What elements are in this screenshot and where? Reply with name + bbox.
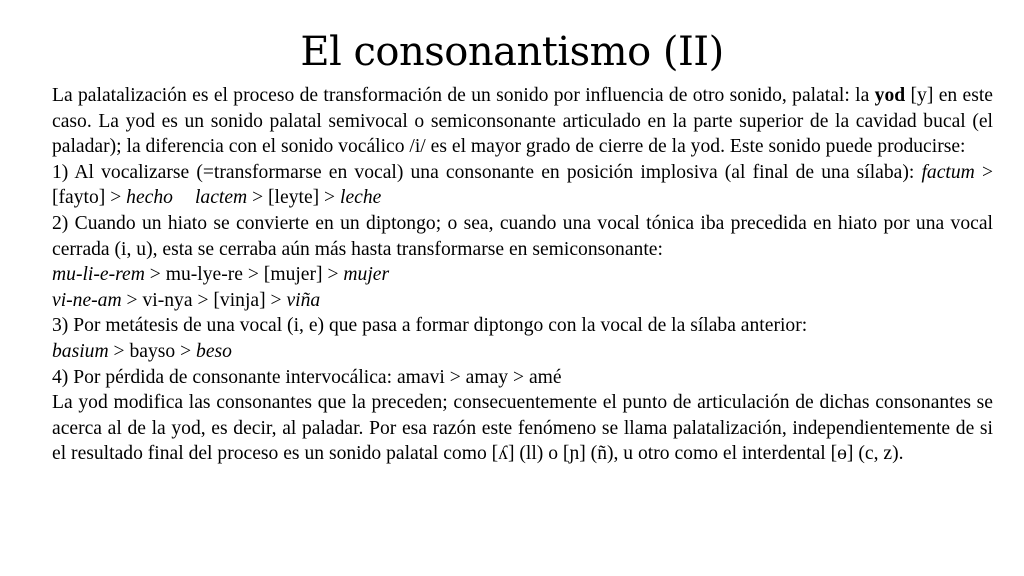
point-1-ex1-mid: > [fayto] > [52, 161, 993, 209]
intro-paragraph [52, 83, 993, 160]
point-3-ex-result: beso [196, 340, 232, 362]
point-1-ex2-result: leche [340, 187, 382, 209]
point-1-ex1-latin: factum [921, 161, 975, 183]
point-3-ex-latin: basium [52, 340, 109, 362]
intro-text-1: La palatalización es el proceso de transformación de un sonido por influencia de otro sonido, palatal: la [52, 85, 875, 106]
point-1-ex2-mid: > [leyte] > [247, 187, 341, 209]
point-1-text: 1) Al vocalizarse (=transformarse en vocal) una consonante en posición implosiva (al final de una sílaba): [52, 161, 922, 183]
point-2-ex1-latin: mu-li-e-rem [52, 264, 145, 286]
point-4 [52, 365, 993, 391]
point-3-text: 3) Por metátesis de una vocal (i, e) que pasa a formar diptongo con la vocal de la sílaba anterior: [52, 315, 808, 337]
conclusion-paragraph [52, 390, 993, 467]
point-3 [52, 313, 993, 339]
intro-text-2: [y] en este caso. La yod es un sonido palatal semivocal o semiconsonante articulado en la parte superior de la cavidad bucal (el paladar); la diferencia con el sonido vocálico /i/ es el mayor grado de cierre de la yod. Este sonido puede producirse: [52, 85, 993, 158]
point-2-ex1-result: mujer [343, 264, 390, 286]
point-1-ex2-latin: lactem [194, 187, 248, 209]
point-2-example-2 [52, 288, 993, 314]
point-2-ex2-mid: > vi-nya > [vinja] > [121, 289, 287, 311]
slide-body [52, 83, 993, 467]
point-1-ex1-result: hecho [126, 187, 173, 209]
point-2-ex1-mid: > mu-lye-re > [mujer] > [144, 264, 344, 286]
point-1 [52, 160, 993, 211]
point-2-ex2-latin: vi-ne-am [52, 289, 122, 311]
point-2-example-1 [52, 262, 993, 288]
point-3-ex-mid: > bayso > [108, 340, 197, 362]
point-2-ex2-result: viña [286, 289, 321, 311]
intro-bold-yod: yod [874, 85, 906, 106]
conclusion-text: La yod modifica las consonantes que la preceden; consecuentemente el punto de articulación de dichas consonantes se acerca al de la yod, es decir, al paladar. Por esa razón este fenómeno se llama palatalización, independientemente de si el resultado final del proceso es un sonido palatal como [ʎ] (ll) o [ɲ] (ñ), u otro como el interdental [ɵ] (c, z). [52, 392, 993, 465]
point-2 [52, 211, 993, 262]
slide-title: El consonantismo (II) [300, 29, 724, 75]
point-4-text: 4) Por pérdida de consonante intervocálica: amavi > amay > amé [52, 366, 562, 388]
point-3-example [52, 339, 993, 365]
point-2-text: 2) Cuando un hiato se convierte en un diptongo; o sea, cuando una vocal tónica iba precedida en hiato por una vocal cerrada (i, u), esta se cerraba aún más hasta transformarse en semiconsonante: [52, 212, 993, 260]
